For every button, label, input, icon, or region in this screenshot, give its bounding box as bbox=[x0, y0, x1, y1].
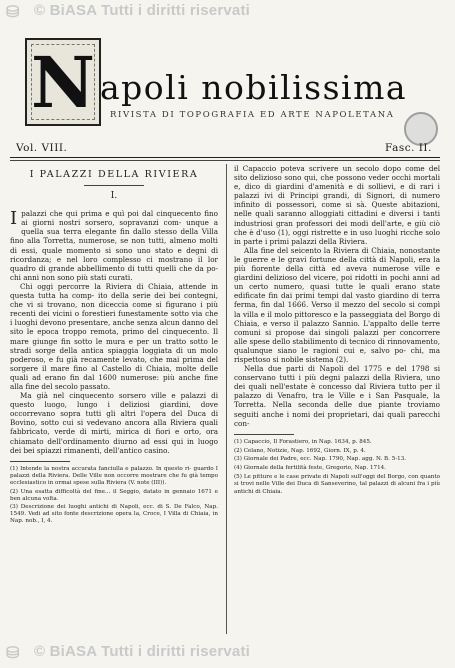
footnote: (3) Descrizione dei luoghi antichi di Napoli, ecc. di S. De Falco, Nap. 1549. Vedi ad sito fonte descrizione opera la, Croce, I Villa di Chiaia, in Nap. nob., I, 4. bbox=[10, 504, 218, 525]
fascicle-label: Fasc. II. bbox=[385, 142, 432, 154]
title-rule bbox=[84, 185, 144, 186]
watermark-bottom bbox=[0, 643, 455, 665]
paragraph: il Capaccio poteva scrivere un secolo dopo come del sito delizioso sono qui, che possono veder occhi mortali e, dico di giardini d'amenità e di sollievi, e di rari i palazzi ivi di Principi grandi, di Signori, di numero infinito di possessori, come si sà. Queste abitazioni, nelle quali saranno alloggiati cittadini e diversi i tanti industriosi gran professori dei modi dell'arte, e giù ciò che è d'uso (1), oggi ristrette e in uso luoghi ricche solo in parte i primi palazzi della Riviera. bbox=[234, 164, 440, 246]
copyright-logo-icon: ⛁ bbox=[6, 4, 20, 21]
watermark-top bbox=[0, 2, 455, 24]
footnote: (2) Celano, Notizie, Nap. 1692, Giorn. IX, p. 4. bbox=[234, 447, 366, 454]
header-rule-thin bbox=[10, 160, 440, 161]
copyright-logo-icon: ⛁ bbox=[6, 645, 20, 662]
paragraph: Ipalazzi che qui prima e quì poi dal cinquecento fino ai giorni nostri sorsero, sopravanzi com- unque a quella sua terra elegante fin dallo stesso della Villa fino alla Torretta, numerose, se non tutti, almeno molti di essi, quale momento si sono uno stato e degni di ricordanza; e nel loro complesso ci mostrano il lor quadro di grande abbellimento di tutti quelli che da po- chi anni non sono più stati curati. bbox=[10, 208, 218, 282]
footnote: (4) Giornale della fertilità feste, Gregorio, Nap. 1714. bbox=[234, 465, 386, 472]
paragraph: Nella due parti di Napoli del 1775 e del 1798 si conservano tutti i più degni palazzi della Riviera, uno dei quali nell'estate è concesso dal Riviera tutto per il palazzo di Venafro, tra le Ville e i San Pasquale, la Torretta. Nella seconda delle due piante troviamo seguiti anche i nomi dei proprietari, dai quali parecchi con- bbox=[234, 364, 440, 428]
paragraph: Chi oggi percorre la Riviera di Chiaia, attende in questa tutta ha comp- ito della serie dei bei contegni, che vi si trovano, non diceccia come si figurano i più recenti dei vicini o forestieri funestamente sotto via che i luoghi devono presentare, anche senza alcun danno del sito le epoca troppo remota, primo del cinquecento. Il mare giunge fin sotto le mura e per un tratto sotto le stradi sorge della antica spiaggia loggiata di un molo poderoso, e fu già recamente levato, che mai prima del sorgere il mare fino al Castello di Chiaia, molte delle quali ad erano fin dal 1600 numerose: più anche fine alla fine del secolo passato. bbox=[10, 281, 218, 391]
article-title: I PALAZZI DELLA RIVIERA bbox=[29, 169, 199, 180]
footnote-rule bbox=[10, 461, 70, 462]
footnote: (3) Giornale dei Padre, ecc. Nap. 1790, Nap. agg. N. B. 5-13. bbox=[234, 456, 407, 463]
volume-label: Vol. VIII. bbox=[16, 142, 68, 154]
section-number: I. bbox=[110, 191, 118, 202]
journal-subtitle: RIVISTA DI TOPOGRAFIA ED ARTE NAPOLETANA bbox=[110, 110, 395, 120]
initial-letter: N bbox=[31, 40, 95, 124]
watermark-text: © BiASA Tutti i diritti riservati bbox=[34, 2, 251, 19]
left-column bbox=[10, 164, 218, 527]
watermark-text: © BiASA Tutti i diritti riservati bbox=[34, 643, 251, 660]
footnote: (2) Una esatta difficoltà del fine... il Seggio, datato in gennaio 1671 e ben alcuna volta. bbox=[10, 488, 218, 502]
decorated-initial bbox=[25, 38, 101, 126]
footnote: (1) Capaccio, Il Forastiero, in Nap. 1634, p. 845. bbox=[234, 438, 372, 445]
library-stamp-icon bbox=[404, 112, 438, 146]
paragraph: Alla fine del seicento la Riviera di Chiaia, nonostante le guerre e le gravi fortune della città di Napoli, era la più fiorente della città ed aveva numerose ville e giardini delizioso del vicere, poi ridotti in pochi anni ad un certo numero, quasi tutte le quali erano state edificate fin dai primi tempi dal vasto giardino di terra ferma, fin dal 1666. Verso il mezzo del secolo si compì la villa e il molo pittoresco e la passeggiata del Borgo di Chiaia, e verso il palazzo Sannio. L'appalto delle terre comuni si propose dai singoli palazzi per concorrere alle spese dello stabilimento di tecnico di rinnovamento, qualunque siano le ragioni cui e, salvo po- chi, ma rispettoso si nobile sistema (2). bbox=[234, 245, 440, 364]
footnote: (5) Le pitture e le case private di Napoli sull'oggi del Borgo, con quanto si trovi nelle Ville dei Duca di Sanseverino, tal palazzi di alcuni fra i più antichi di Chiaia. bbox=[234, 473, 440, 495]
footnote-rule bbox=[234, 434, 294, 435]
header-rule bbox=[10, 157, 440, 158]
right-column bbox=[234, 164, 440, 497]
footnote: (1) Intende la nostra accurata fanciulla e palazzo. In questo ri- guardo I palazzi della Riviera. Delle Ville non occorre mostrare che fu già tempo ecclesiastico in ormai spese sulla Riviera (V. note (III)). bbox=[10, 465, 218, 486]
initial-ornament bbox=[31, 44, 95, 120]
column-divider bbox=[226, 164, 227, 634]
paragraph: Ma già nel cinquecento sorsero ville e palazzi di questo luogo, lungo i deliziosi giardini, dove occorrevano sopra tutti gli altri l'opera del Duca di Bovino, sotto cui si vedevano ancora alla Riviera quali fabbricato, verde di mirti, mirica di fiori e orto, ora chiamato dell'ordinamento diurno ad essi qui in luogo dei bei spiazzi rimanenti, dell'antico casino. bbox=[10, 391, 218, 455]
journal-title: apoli nobilissima bbox=[100, 68, 408, 107]
masthead bbox=[0, 0, 455, 160]
drop-cap: I bbox=[10, 208, 18, 230]
